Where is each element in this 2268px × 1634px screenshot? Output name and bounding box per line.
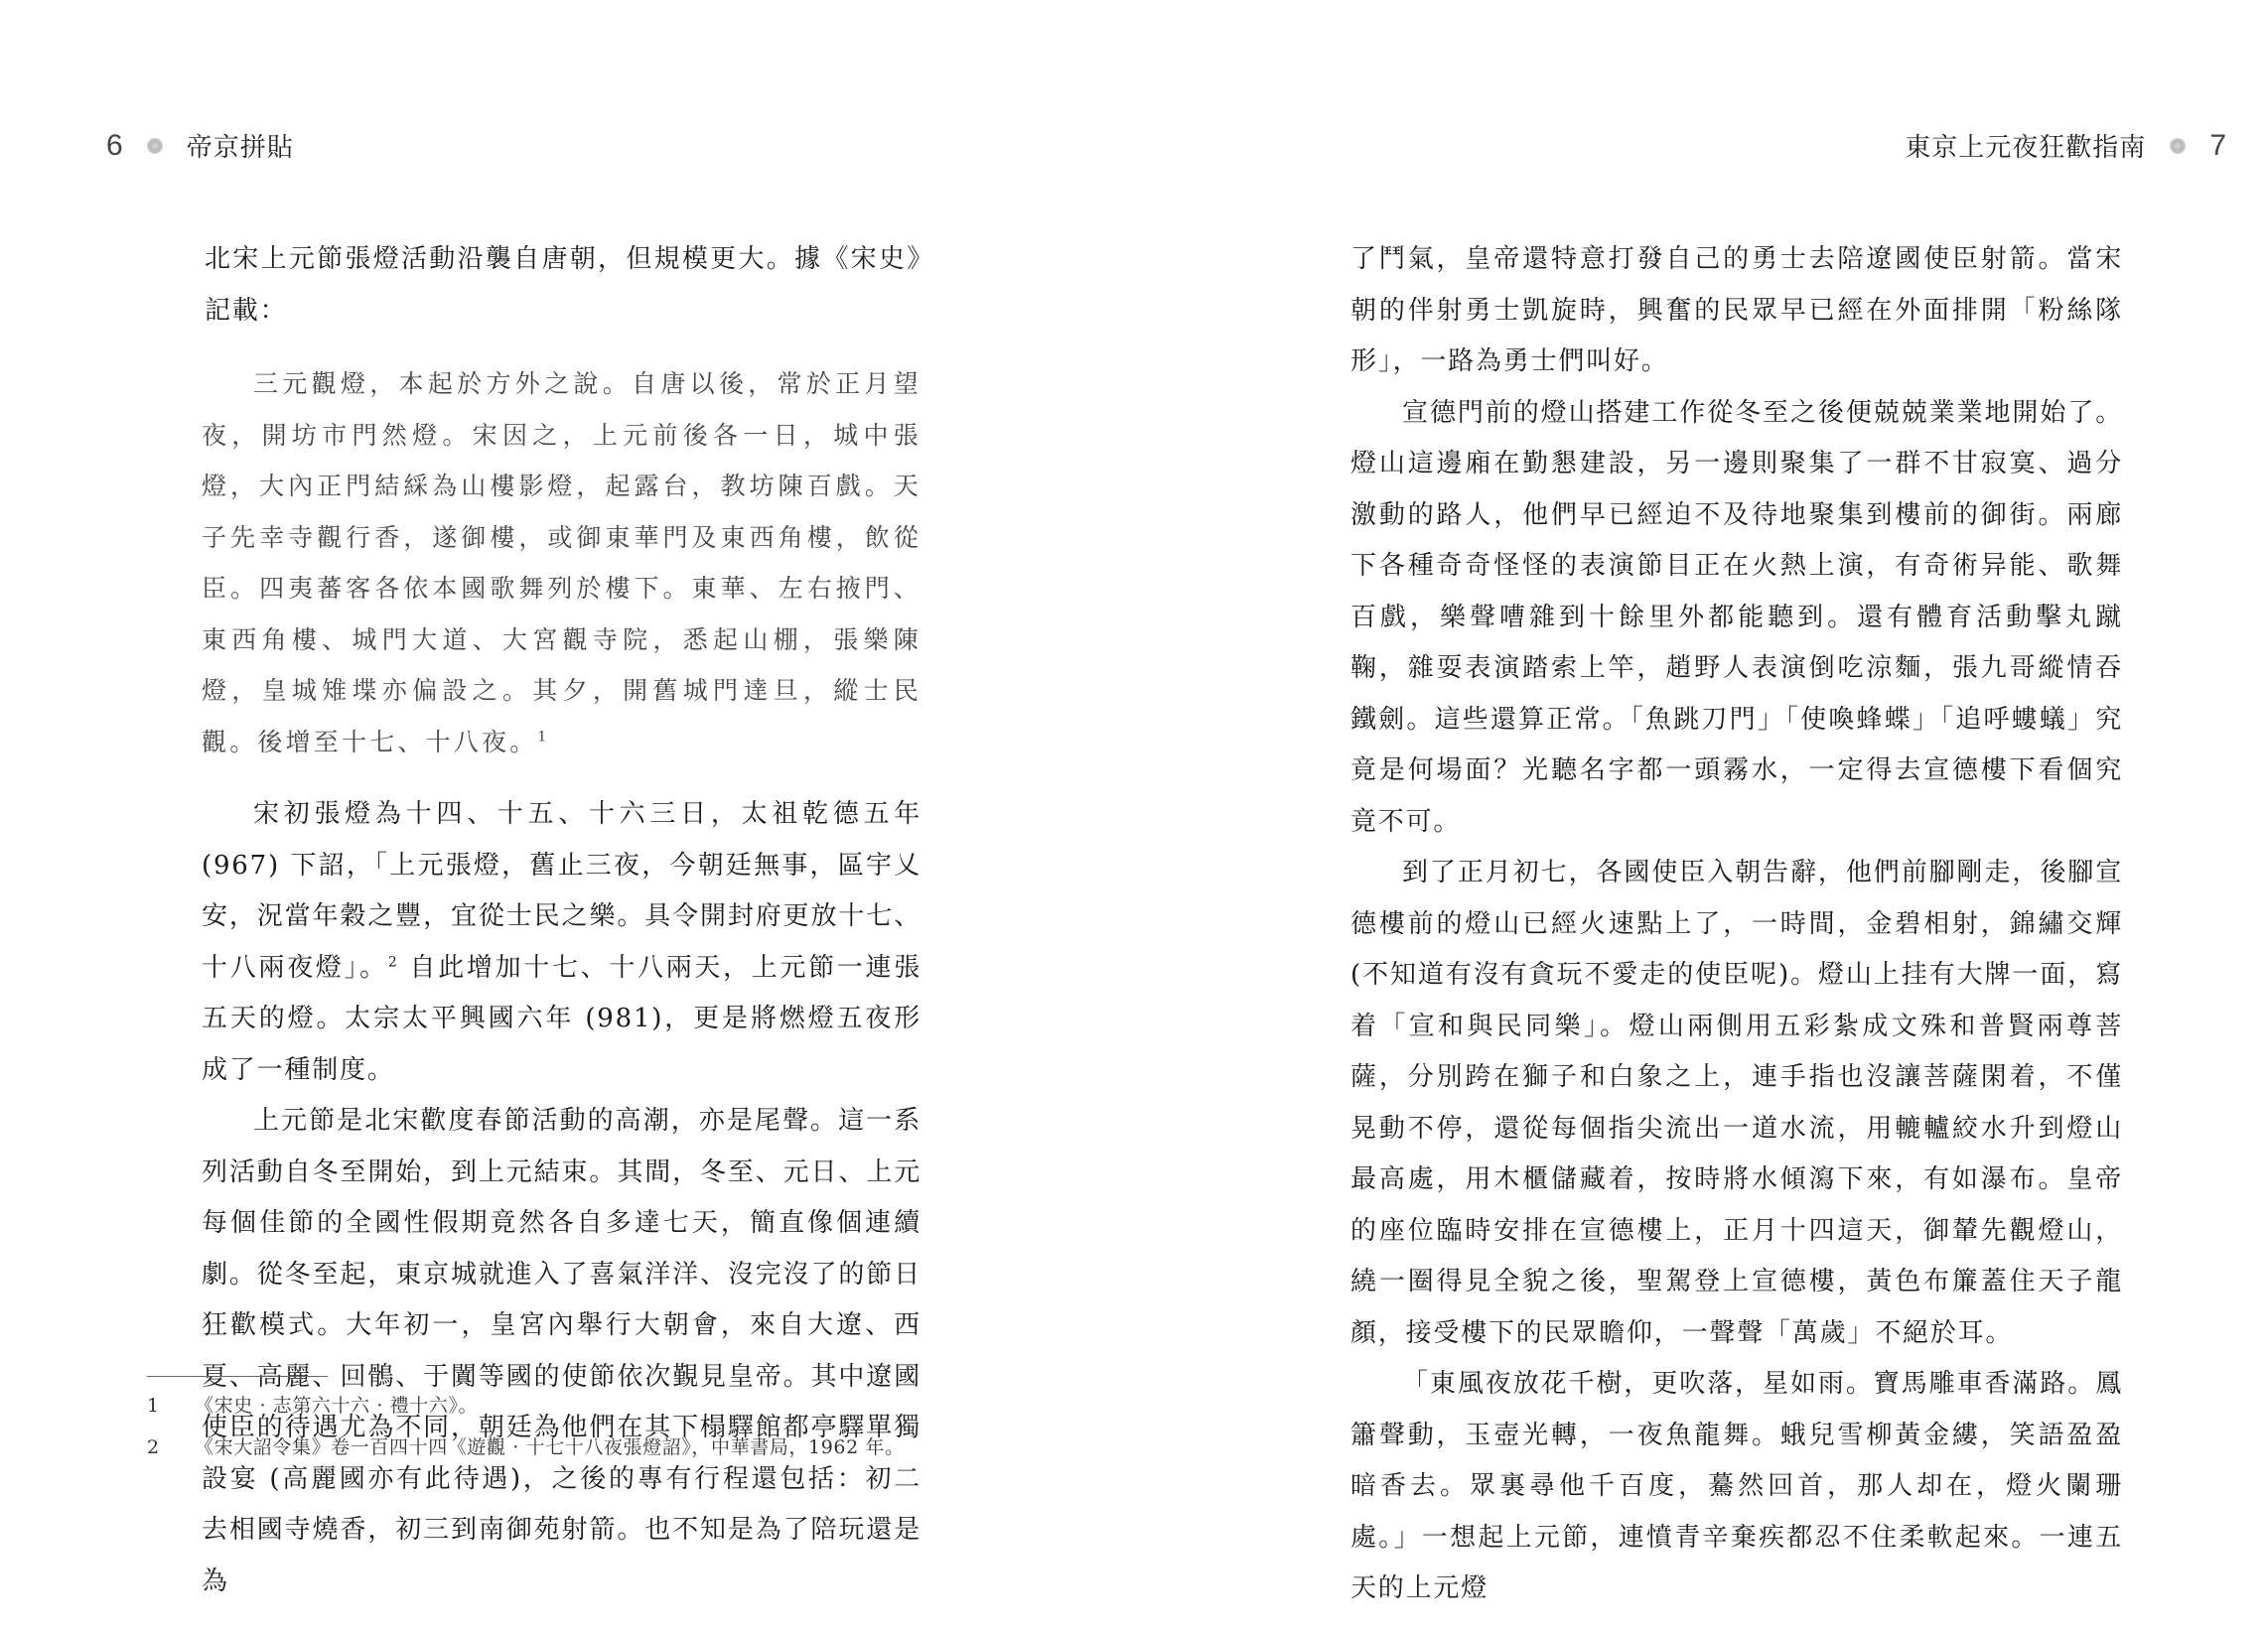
paragraph: 了鬥氣，皇帝還特意打發自己的勇士去陪遼國使臣射箭。當宋朝的伴射勇士凱旋時，興奮的民眾早已經在外面排開「粉絲隊形」，一路為勇士們叫好。 <box>1350 244 2123 376</box>
paragraph: 「東風夜放花千樹，更吹落，星如雨。寶馬雕車香滿路。鳳簫聲動，玉壺光轉，一夜魚龍舞。蛾兒雪柳黃金縷，笑語盈盈暗香去。眾裏尋他千百度，驀然回首，那人却在，燈火闌珊處。」一想起上元節，連憤青辛棄疾都忍不住柔軟起來。一連五天的上元燈 <box>1350 1369 2123 1603</box>
ornament-icon <box>147 138 163 154</box>
footnote-item <box>147 1385 905 1427</box>
quote-text: 三元觀燈，本起於方外之說。自唐以後，常於正月望夜，開坊市門然燈。宋因之，上元前後各一日，城中張燈，大內正門結綵為山樓影燈，起露台，教坊陳百戲。天子先幸寺觀行香，遂御樓，或御東華門及東西角樓，飲從臣。四夷蕃客各依本國歌舞列於樓下。東華、左右掖門、東西角樓、城門大道、大宮觀寺院，悉起山棚，張樂陳燈，皇城雉堞亦偏設之。其夕，開舊城門達旦，縱士民觀。後增至十七、十八夜。$^1$ <box>202 369 921 756</box>
paragraph: 北宋上元節張燈活動沿襲自唐朝，但規模更大。據《宋史》記載： <box>205 244 921 326</box>
paragraph: 宣德門前的燈山搭建工作從冬至之後便兢兢業業地開始了。燈山這邊廂在勤懇建設，另一邊則聚集了一群不甘寂寞、過分激動的路人，他們早已經迫不及待地聚集到樓前的御街。兩廊下各種奇奇怪怪的表演節目正在火熱上演，有奇術异能、歌舞百戲，樂聲嘈雜到十餘里外都能聽到。還有體育活動擊丸蹴鞠，雜耍表演踏索上竿，趙野人表演倒吃涼麵，張九哥縱情吞鐵劍。這些還算正常。「魚跳刀門」「使喚蜂蝶」「追呼螻蟻」究竟是何場面？光聽名字都一頭霧水，一定得去宣德樓下看個究竟不可。 <box>1350 397 2123 837</box>
paragraph: 宋初張燈為十四、十五、十六三日，太祖乾德五年 (967) 下詔，「上元張燈，舊止三夜，今朝廷無事，區宇乂安，況當年穀之豐，宜從士民之樂。具令開封府更放十七、十八兩夜燈」。$^2$ 自此增加十七、十八兩天，上元節一連張五天的燈。太宗太平興國六年 (981)，更是將燃燈五夜形成了一種制度。 <box>202 799 921 1085</box>
block-quote <box>202 358 921 767</box>
footnote-text: 《宋史 · 志第六十六 · 禮十六》。 <box>195 1395 479 1417</box>
footnote-number: 2 <box>147 1436 160 1458</box>
page-number: 7 <box>2209 128 2226 162</box>
footnote-number: 1 <box>147 1395 160 1417</box>
right-page <box>1134 0 2268 1634</box>
footnotes <box>147 1385 905 1468</box>
footnote-text: 《宋大詔令集》卷一百四十四《遊觀 · 十七十八夜張燈詔》，中華書局，1962 年。 <box>195 1436 905 1458</box>
ornament-icon <box>2170 138 2186 154</box>
footnote-divider <box>147 1376 328 1377</box>
chapter-title: 東京上元夜狂歡指南 <box>1905 133 2147 163</box>
footnote-item <box>147 1427 905 1468</box>
running-head-left <box>106 127 294 164</box>
page-number: 6 <box>106 128 123 162</box>
footnote-ref[interactable]: 2 <box>387 953 399 970</box>
running-head-right <box>1905 127 2226 164</box>
paragraph: 到了正月初七，各國使臣入朝告辭，他們前腳剛走，後腳宣德樓前的燈山已經火速點上了，一時間，金碧相射，錦繡交輝 (不知道有沒有貪玩不愛走的使臣呢)。燈山上挂有大牌一面，寫着「宣和與民同樂」。燈山兩側用五彩紮成文殊和普賢兩尊菩薩，分別跨在獅子和白象之上，連手指也沒讓菩薩閑着，不僅晃動不停，還從每個指尖流出一道水流，用轆轤絞水升到燈山最高處，用木櫃儲藏着，按時將水傾瀉下來，有如瀑布。皇帝的座位臨時安排在宣德樓上，正月十四這天，御輦先觀燈山，繞一圈得見全貌之後，聖駕登上宣德樓，黃色布簾蓋住天子龍顏，接受樓下的民眾瞻仰，一聲聲「萬歲」不絕於耳。 <box>1350 858 2123 1348</box>
body-text-right <box>1350 234 2123 1615</box>
footnote-ref[interactable]: 1 <box>537 729 550 746</box>
paragraph: 上元節是北宋歡度春節活動的高潮，亦是尾聲。這一系列活動自冬至開始，到上元結束。其間，冬至、元日、上元每個佳節的全國性假期竟然各自多達七天，簡直像個連續劇。從冬至起，東京城就進入了喜氣洋洋、沒完沒了的節日狂歡模式。大年初一，皇宮內舉行大朝會，來自大遼、西夏、高麗、回鶻、于闐等國的使節依次覲見皇帝。其中遼國使臣的待遇尤為不同，朝廷為他們在其下榻驛館都亭驛單獨設宴 (高麗國亦有此待遇)，之後的專有行程還包括：初二去相國寺燒香，初三到南御苑射箭。也不知是為了陪玩還是為 <box>202 1106 921 1596</box>
book-title: 帝京拼貼 <box>186 133 294 163</box>
